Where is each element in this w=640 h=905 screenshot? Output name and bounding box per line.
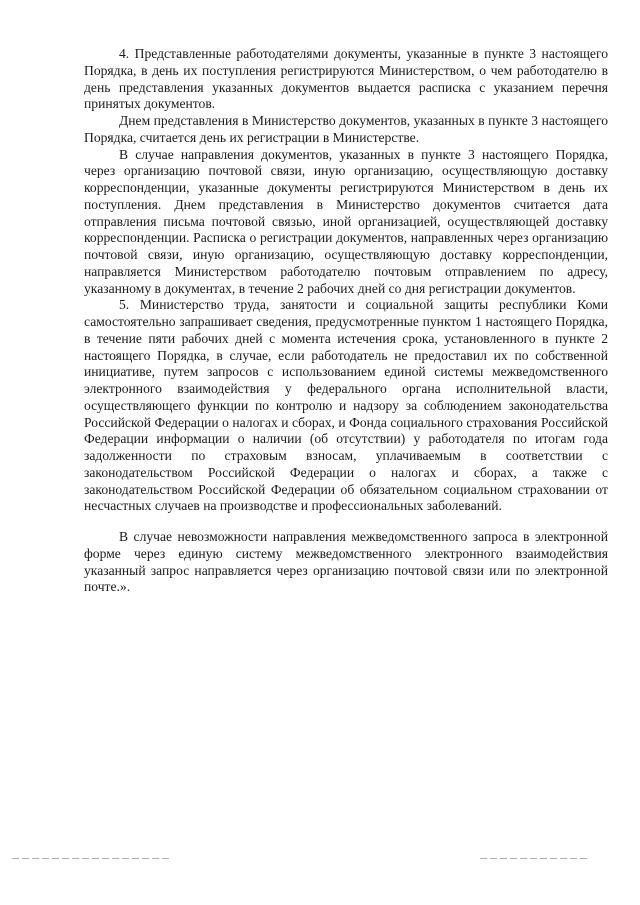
paragraph-4-documents-registration: 4. Представленные работодателями документы, указанные в пункте 3 настоящего Порядка, в день их поступления регистрируются Министерством, о чем работодателю в день представления указанных документов выдается расписка с указанием перечня принятых документов. <box>84 46 608 112</box>
document-body <box>84 46 608 596</box>
paragraph-request-fallback: В случае невозможности направления межведомственного запроса в электронной форме через единую систему межведомственного электронного взаимодействия указанный запрос направляется через организацию почтовой связи или по электронной почте.». <box>84 529 608 595</box>
paragraph-postal-submission: В случае направления документов, указанных в пункте 3 настоящего Порядка, через организацию почтовой связи, иную организацию, осуществляющую доставку корреспонденции, указанные документы регистрируются Министерством в день их поступления. Днем представления в Министерство документов считается дата отправления письма почтовой связью, иной организацией, осуществляющей доставку корреспонденции. Расписка о регистрации документов, направленных через организацию почтовой связи, иную организацию, осуществляющую доставку корреспонденции, направляется Министерством работодателю почтовым отправлением по адресу, указанному в документах, в течение 2 рабочих дней со дня регистрации документов. <box>84 146 608 296</box>
footer-scan-line-right <box>480 858 588 859</box>
paragraph-submission-day: Днем представления в Министерство документов, указанных в пункте 3 настоящего Порядка, считается день их регистрации в Министерстве. <box>84 113 608 145</box>
paragraph-5-ministry-request: 5. Министерство труда, занятости и социальной защиты республики Коми самостоятельно запрашивает сведения, предусмотренные пунктом 1 настоящего Порядка, в течение пяти рабочих дней с момента истечения срока, установленного в пункте 2 настоящего Порядка, в случае, если работодатель не предоставил их по собственной инициативе, путем запросов с использованием единой системы межведомственного электронного взаимодействия у федерального органа исполнительной власти, осуществляющего функции по контролю и надзору за соблюдением законодательства Российской Федерации о налогах и сборах, и Фонда социального страхования Российской Федерации информации о наличии (об отсутствии) у работодателя по итогам года задолженности по страховым взносам, уплачиваемым в соответствии с законодательством Российской Федерации о налогах и сборах, а также с законодательством Российской Федерации об обязательном социальном страховании от несчастных случаев на производстве и профессиональных заболеваний. <box>84 297 608 514</box>
footer-scan-line-left <box>12 858 172 859</box>
